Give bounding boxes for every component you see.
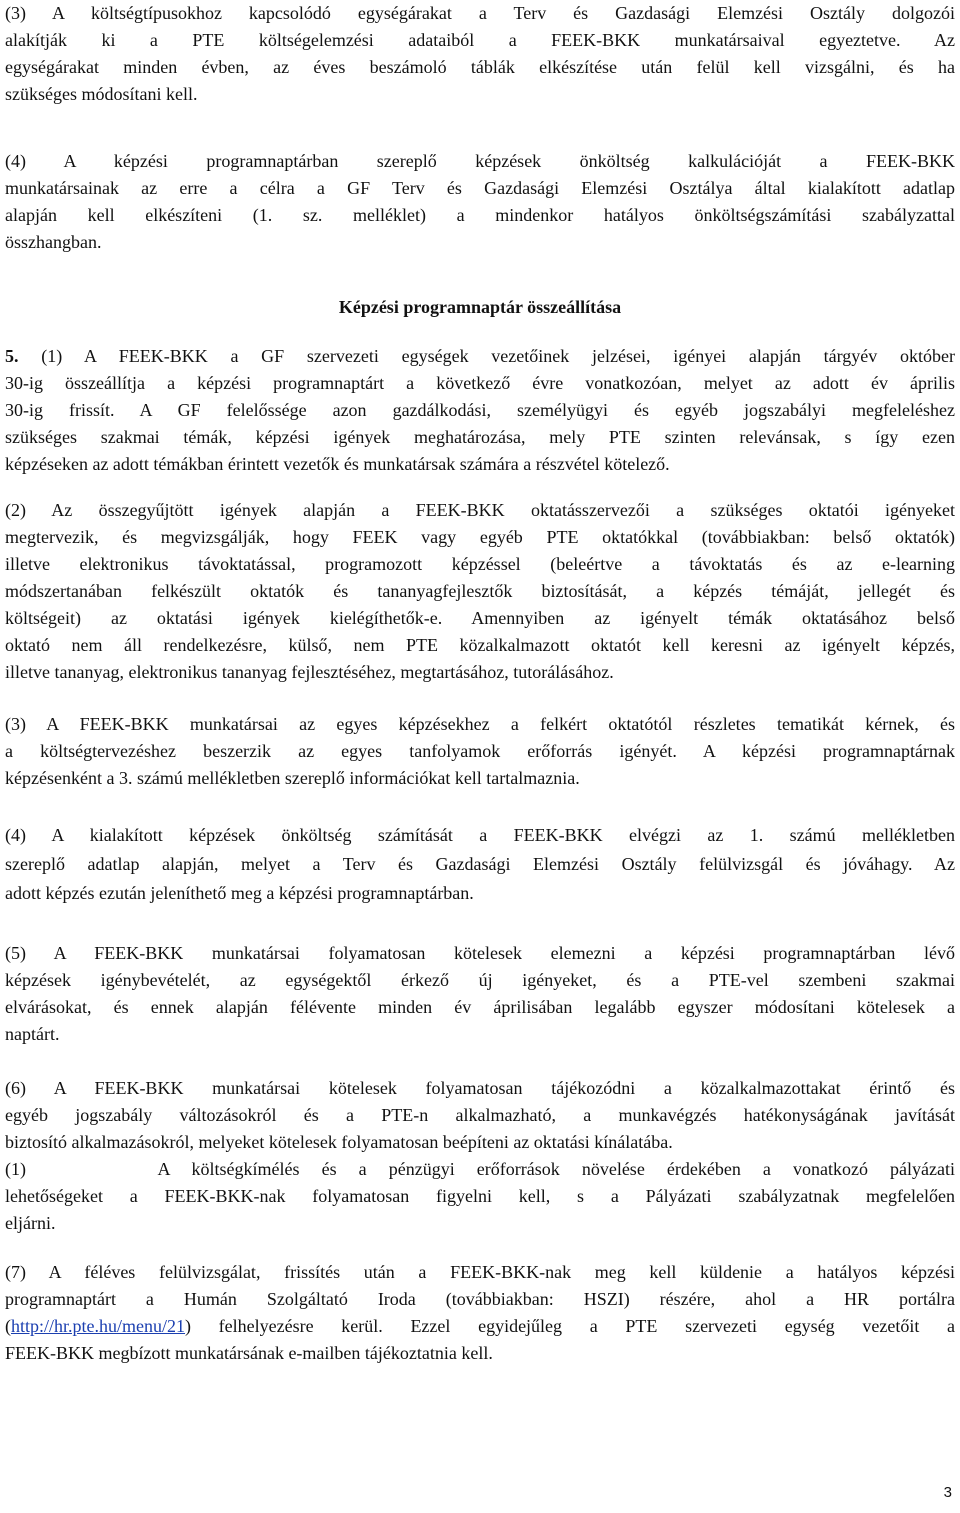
text-line: (7) A féléves felülvizsgálat, frissítés után a FEEK-BKK-nak meg kell küldenie a hatályos képzési <box>5 1262 955 1282</box>
text-line: 30-ig összeállítja a képzési programnaptárt a következő évre vonatkozóan, melyet az adott év április <box>5 373 955 393</box>
section-heading: Képzési programnaptár összeállítása <box>338 297 622 317</box>
text-line: képzések igénybevételét, az egységektől érkező új igényeket, és a PTE-vel szembeni szakmai <box>5 970 955 990</box>
text-line: lehetőségeket a FEEK-BKK-nak folyamatosan figyelni kell, s a Pályázati szabályzatnak megfelelően <box>5 1186 955 1206</box>
text-line: (4) A kialakított képzések önköltség számítását a FEEK-BKK elvégzi az 1. számú mellékletben <box>5 825 955 845</box>
text-line: (1) A költségkímélés és a pénzügyi erőforrások növelése érdekében a vonatkozó pályázati <box>5 1159 955 1179</box>
text-line: 30-ig frissít. A GF felelőssége azon gazdálkodási, személyügyi és egyéb jogszabályi megfeleléshez <box>5 400 955 420</box>
paragraph-regulation-updates <box>5 1075 955 1237</box>
text-line: (4) A képzési programnaptárban szereplő képzések önköltség kalkulációját a FEEK-BKK <box>5 151 955 171</box>
text-fragment: ) felhelyezésre kerül. Ezzel egyidejűleg a PTE szervezeti egység vezetőit a <box>185 1316 955 1336</box>
text-line: képzéseken az adott témákban érintett vezetők és munkatársak számára a részvétel kötelező. <box>5 454 670 474</box>
text-line: alakítják ki a PTE költségelemzési adataiból a FEEK-BKK munkatársaival egyeztetve. Az <box>5 30 955 50</box>
text-line: biztosító alkalmazásokról, melyeket kötelesek folyamatosan beépíteni az oktatási kínálatába. <box>5 1132 673 1152</box>
text-line: módszertanában felkészült oktatók és tananyagfejlesztők biztosítását, a képzés témáját, jellegét és <box>5 581 955 601</box>
text-line: adott képzés ezután jeleníthető meg a képzési programnaptárban. <box>5 883 474 903</box>
text-line: (5) A FEEK-BKK munkatársai folyamatosan kötelesek elemezni a képzési programnaptárban lévő <box>5 943 955 963</box>
paragraph-cost-calculation <box>5 148 955 256</box>
text-line: (2) Az összegyűjtött igények alapján a FEEK-BKK oktatásszervezői a szükséges oktatói igényeket <box>5 500 955 520</box>
text-line: alapján kell elkészíteni (1. sz. melléklet) a mindenkor hatályos önköltségszámítási szabályzattal <box>5 205 955 225</box>
paragraph-section-5 <box>5 343 955 478</box>
text-line: (6) A FEEK-BKK munkatársai kötelesek folyamatosan tájékozódni a közalkalmazottakat érintő és <box>5 1078 955 1098</box>
text-line: szükséges szakmai témák, képzési igények meghatározása, mely PTE szinten relevánsak, s így ezen <box>5 427 955 447</box>
text-line <box>5 343 955 370</box>
section-number: 5. <box>5 346 19 366</box>
paragraph-analysis <box>5 940 955 1048</box>
text-line: (3) A költségtípusokhoz kapcsolódó egységárakat a Terv és Gazdasági Elemzési Osztály dolgozói <box>5 3 955 23</box>
paragraph-thematic <box>5 711 955 792</box>
text-line: elvárásokat, és ennek alapján félévente minden év áprilisában legalább egyszer módosítani kötelesek a <box>5 997 955 1017</box>
text-line: naptárt. <box>5 1024 60 1044</box>
page-number: 3 <box>943 1484 952 1501</box>
paragraph-teacher-needs <box>5 497 955 686</box>
text-line: oktató nem áll rendelkezésre, külső, nem PTE közalkalmazott oktatót kell keresni az igényelt képzés, <box>5 635 955 655</box>
text-fragment: ( <box>5 1316 11 1336</box>
text-line: illetve tananyag, elektronikus tananyag fejlesztéséhez, megtartásához, tutorálásához. <box>5 662 614 682</box>
hr-portal-link[interactable]: http://hr.pte.hu/menu/21 <box>11 1316 185 1336</box>
paragraph-cost-unit-prices <box>5 0 955 108</box>
text-line: (3) A FEEK-BKK munkatársai az egyes képzésekhez a felkért oktatótól részletes tematikát kérnek, és <box>5 714 955 734</box>
text-line-content: (1) A FEEK-BKK a GF szervezeti egységek vezetőinek jelzései, igényei alapján tárgyév október <box>18 346 955 366</box>
text-line: megtervezik, és megvizsgálják, hogy FEEK vagy egyéb PTE oktatókkal (továbbiakban: belső oktatók) <box>5 527 955 547</box>
text-line: munkatársainak az erre a célra a GF Terv és Gazdasági Elemzési Osztálya által kialakított adatlap <box>5 178 955 198</box>
text-line: illetve elektronikus távoktatással, programozott képzéssel (beleértve a távoktatás és az e-learning <box>5 554 955 574</box>
text-line: képzésenként a 3. számú mellékletben szereplő információkat kell tartalmaznia. <box>5 768 580 788</box>
text-line: programnaptárt a Humán Szolgáltató Iroda (továbbiakban: HSZI) részére, ahol a HR portálra <box>5 1289 955 1309</box>
paragraph-semiannual-review <box>5 1259 955 1367</box>
text-line: eljárni. <box>5 1213 56 1233</box>
text-line: költségeit) az oktatási igények kielégíthetők-e. Amennyiben az igényelt témák oktatásához belső <box>5 608 955 628</box>
text-line: a költségtervezéshez beszerzik az egyes tanfolyamok erőforrás igényét. A képzési programnaptárnak <box>5 741 955 761</box>
text-line <box>5 1313 955 1340</box>
text-line: FEEK-BKK megbízott munkatársának e-mailben tájékoztatnia kell. <box>5 1343 493 1363</box>
text-line: szükséges módosítani kell. <box>5 84 198 104</box>
text-line: egységárakat minden évben, az éves beszámoló táblák elkészítése után felül kell vizsgálni, és ha <box>5 57 955 77</box>
text-line: szereplő adatlap alapján, melyet a Terv és Gazdasági Elemzési Osztály felülvizsgál és jóváhagy. Az <box>5 854 955 874</box>
text-line: összhangban. <box>5 232 102 252</box>
text-line: egyéb jogszabály változásokról és a PTE-n alkalmazható, a munkavégzés hatékonyságának javítását <box>5 1105 955 1125</box>
paragraph-cost-approval <box>5 821 955 908</box>
